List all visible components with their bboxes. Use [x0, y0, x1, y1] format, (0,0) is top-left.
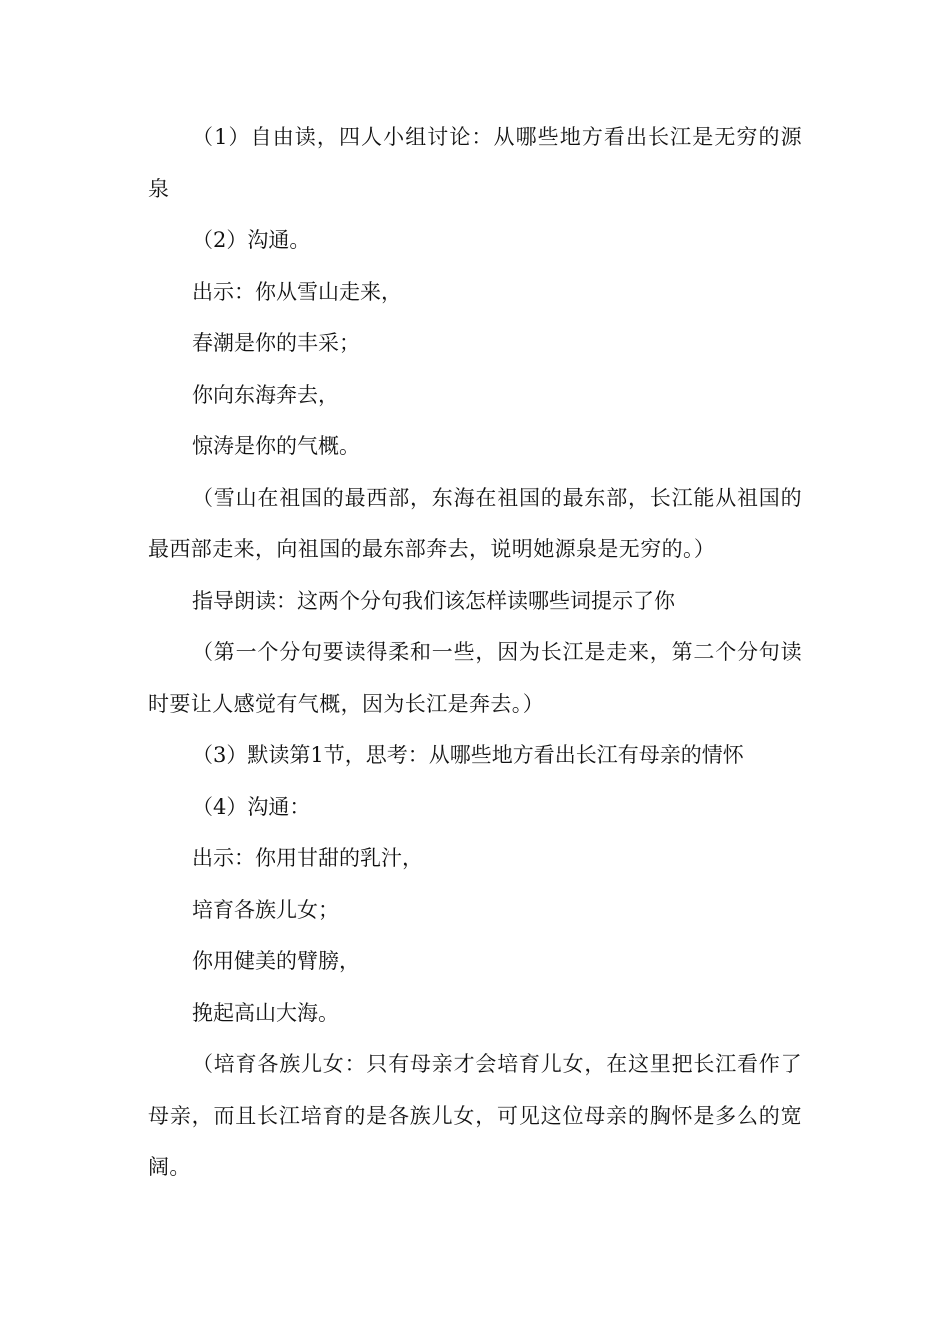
- poem-line-6: 培育各族儿女；: [192, 897, 339, 922]
- poem-line-7: 你用健美的臂膀，: [192, 949, 360, 973]
- document-body: [148, 112, 802, 1194]
- poem-line-1: 出示：你从雪山走来，: [192, 279, 402, 304]
- paragraph-task-2: （2）沟通。: [192, 228, 311, 252]
- poem-line-8: 挽起高山大海。: [192, 1000, 339, 1025]
- paragraph-explanation-3: （培育各族儿女：只有母亲才会培育儿女，在这里把长江看作了母亲，而且长江培育的是各族儿女，可见这位母亲的胸怀是多么的宽阔。: [148, 1052, 802, 1179]
- poem-line-5: 出示：你用甘甜的乳汁，: [192, 846, 423, 870]
- poem-line-3: 你向东海奔去，: [192, 382, 339, 407]
- paragraph-explanation-2: （第一个分句要读得柔和一些，因为长江是走来，第二个分句读时要让人感觉有气概，因为长江是奔去。）: [148, 640, 802, 716]
- paragraph-reading-guide: 指导朗读：这两个分句我们该怎样读哪些词提示了你: [192, 588, 675, 613]
- poem-line-4: 惊涛是你的气概。: [192, 434, 360, 458]
- paragraph-task-3: （3）默读第1节，思考：从哪些地方看出长江有母亲的情怀: [192, 743, 744, 767]
- paragraph-task-1: （1）自由读，四人小组讨论：从哪些地方看出长江是无穷的源泉: [148, 125, 802, 201]
- paragraph-explanation-1: （雪山在祖国的最西部，东海在祖国的最东部，长江能从祖国的最西部走来，向祖国的最东部奔去，说明她源泉是无穷的。）: [148, 485, 802, 561]
- paragraph-task-4: （4）沟通：: [192, 794, 311, 819]
- poem-line-2: 春潮是你的丰采；: [192, 331, 360, 355]
